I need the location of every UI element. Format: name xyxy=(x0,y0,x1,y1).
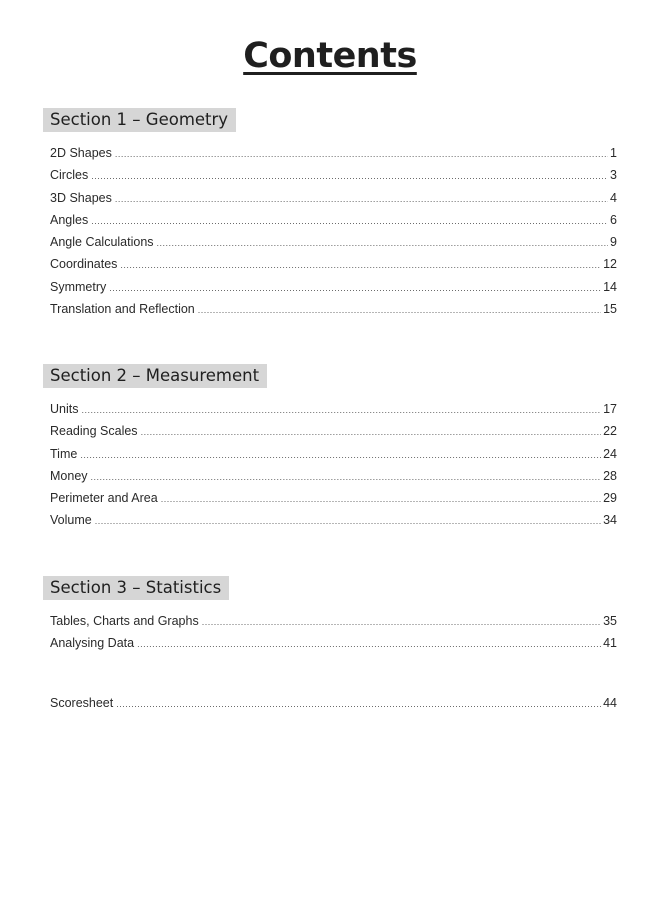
toc-entry-page: 41 xyxy=(603,636,617,651)
toc-entry-label: Money xyxy=(50,468,88,483)
toc-entry[interactable] xyxy=(50,610,617,632)
section-heading: Section 3 – Statistics xyxy=(43,576,229,600)
dot-leader xyxy=(202,611,601,633)
toc-entry-label: Units xyxy=(50,402,79,416)
dot-leader xyxy=(157,232,609,254)
dot-leader xyxy=(198,299,601,321)
dot-leader xyxy=(141,421,602,443)
toc-entry[interactable] xyxy=(50,632,617,654)
toc-entry-label: Analysing Data xyxy=(50,636,135,651)
dot-leader xyxy=(95,510,601,532)
toc-entry[interactable] xyxy=(50,420,617,442)
dot-leader xyxy=(115,143,608,165)
toc-entry-label: Angle Calculations xyxy=(50,235,154,250)
toc-entry-label: Time xyxy=(50,446,78,461)
section-heading: Section 2 – Measurement xyxy=(43,364,267,388)
section-heading: Section 1 – Geometry xyxy=(43,108,236,132)
dot-leader xyxy=(116,693,601,715)
toc-entry[interactable] xyxy=(50,231,617,253)
dot-leader xyxy=(120,254,601,276)
toc-entry-page: 22 xyxy=(603,424,617,439)
toc-entry-page: 15 xyxy=(603,302,617,317)
toc-entry[interactable] xyxy=(50,142,617,164)
dot-leader xyxy=(91,165,608,187)
toc-entry-label: Symmetry xyxy=(50,279,107,294)
toc-entry-page: 44 xyxy=(603,696,617,710)
dot-leader xyxy=(137,633,601,655)
dot-leader xyxy=(109,277,601,299)
toc-entry[interactable] xyxy=(50,443,617,465)
toc-entry[interactable] xyxy=(50,509,617,531)
toc-entry-page: 3 xyxy=(610,168,617,183)
section-scoresheet xyxy=(43,692,617,714)
toc-entry-page: 4 xyxy=(610,190,617,205)
section-geometry xyxy=(43,108,617,320)
section-measurement xyxy=(43,364,617,532)
toc-entry[interactable] xyxy=(50,487,617,509)
toc-entry-page: 12 xyxy=(603,257,617,272)
toc-entry[interactable] xyxy=(50,692,617,714)
toc-entry-label: Translation and Reflection xyxy=(50,302,195,317)
dot-leader xyxy=(80,444,601,466)
dot-leader xyxy=(91,210,608,232)
toc-entry-page: 17 xyxy=(603,402,617,416)
toc-entry-label: Angles xyxy=(50,212,89,227)
toc-entry[interactable] xyxy=(50,164,617,186)
toc-entry[interactable] xyxy=(50,209,617,231)
toc-entry-page: 1 xyxy=(610,146,617,160)
toc-entry-page: 14 xyxy=(603,279,617,294)
page-title: Contents xyxy=(243,36,417,76)
toc-entry-page: 29 xyxy=(603,491,617,506)
toc-entry-page: 28 xyxy=(603,468,617,483)
toc-entry-page: 35 xyxy=(603,614,617,628)
toc-entry[interactable] xyxy=(50,276,617,298)
toc-entry-label: Volume xyxy=(50,513,92,528)
toc-entry-page: 6 xyxy=(610,212,617,227)
toc-entry-page: 34 xyxy=(603,513,617,528)
toc-entry[interactable] xyxy=(50,298,617,320)
dot-leader xyxy=(115,188,608,210)
toc-entry[interactable] xyxy=(50,465,617,487)
toc-entry[interactable] xyxy=(50,253,617,275)
dot-leader xyxy=(161,488,601,510)
toc-entry-label: Tables, Charts and Graphs xyxy=(50,614,199,628)
toc-entry[interactable] xyxy=(50,398,617,420)
toc-entry[interactable] xyxy=(50,187,617,209)
toc-entry-label: Scoresheet xyxy=(50,696,114,710)
toc-entry-label: Reading Scales xyxy=(50,424,138,439)
toc-entry-label: 3D Shapes xyxy=(50,190,112,205)
toc-entry-page: 9 xyxy=(610,235,617,250)
toc-entry-page: 24 xyxy=(603,446,617,461)
toc-entry-label: Perimeter and Area xyxy=(50,491,158,506)
section-statistics xyxy=(43,576,617,655)
dot-leader xyxy=(91,466,602,488)
toc-entry-label: Coordinates xyxy=(50,257,118,272)
dot-leader xyxy=(81,399,601,421)
toc-entry-label: 2D Shapes xyxy=(50,146,112,160)
toc-entry-label: Circles xyxy=(50,168,89,183)
